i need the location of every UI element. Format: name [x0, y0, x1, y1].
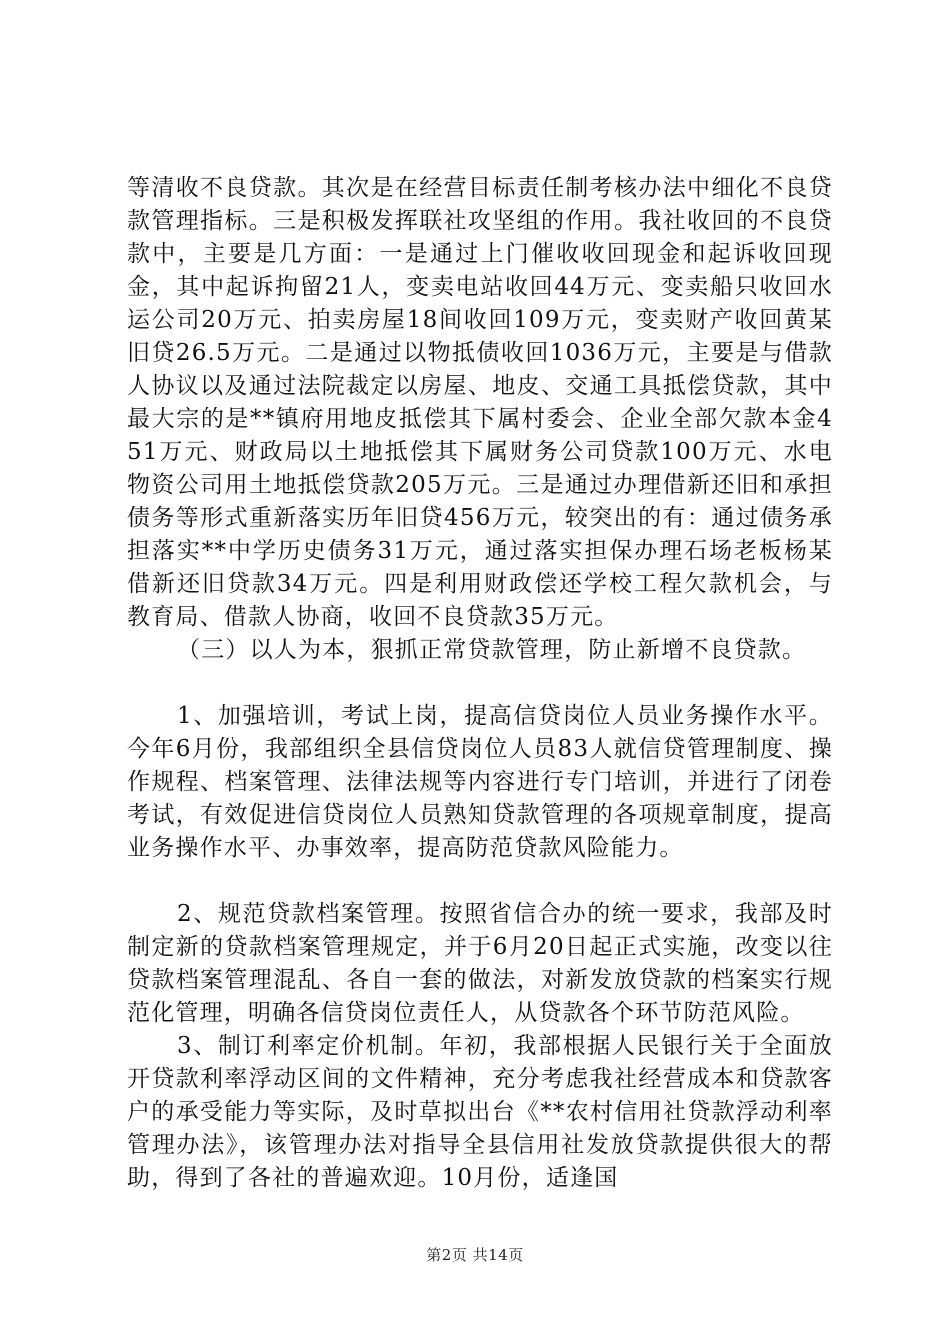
paragraph-continued: 等清收不良贷款。其次是在经营目标责任制考核办法中细化不良贷款管理指标。三是积极发挥联社攻坚组的作用。我社收回的不良贷款中，主要是几方面：一是通过上门催收收回现金和起诉收回现金，其中起诉拘留21人，变卖电站收回44万元、变卖船只收回水运公司20万元、拍卖房屋18间收回109万元，变卖财产收回黄某旧贷26.5万元。二是通过以物抵债收回1036万元，主要是与借款人协议以及通过法院裁定以房屋、地皮、交通工具抵偿贷款，其中最大宗的是**镇府用地皮抵偿其下属村委会、企业全部欠款本金451万元、财政局以土地抵偿其下属财务公司贷款100万元、水电物资公司用土地抵偿贷款205万元。三是通过办理借新还旧和承担债务等形式重新落实历年旧贷456万元，较突出的有：通过债务承担落实**中学历史债务31万元，通过落实担保办理石场老板杨某借新还旧贷款34万元。四是利用财政偿还学校工程欠款机会，与教育局、借款人协商，收回不良贷款35万元。: [127, 175, 833, 630]
paragraph-training: 1、加强培训，考试上岗，提高信贷岗位人员业务操作水平。今年6月份，我部组织全县信贷岗位人员83人就信贷管理制度、操作规程、档案管理、法律法规等内容进行专门培训，并进行了闭卷考试，有效促进信贷岗位人员熟知贷款管理的各项规章制度，提高业务操作水平、办事效率，提高防范贷款风险能力。: [127, 703, 833, 861]
paragraph-interest-rate: 3、制订利率定价机制。年初，我部根据人民银行关于全面放开贷款利率浮动区间的文件精神，充分考虑我社经营成本和贷款客户的承受能力等实际，及时草拟出台《**农村信用社贷款浮动利率管理办法》，该管理办法对指导全县信用社发放贷款提供很大的帮助，得到了各社的普遍欢迎。10月份，适逢国: [127, 1033, 833, 1191]
paragraph-archives: 2、规范贷款档案管理。按照省信合办的统一要求，我部及时制定新的贷款档案管理规定，并于6月20日起正式实施，改变以往贷款档案管理混乱、各自一套的做法，对新发放贷款的档案实行规范化管理，明确各信贷岗位责任人，从贷款各个环节防范风险。: [127, 901, 833, 1026]
section-heading: （三）以人为本，狠抓正常贷款管理，防止新增不良贷款。: [177, 637, 807, 663]
page-number-footer: 第2页 共14页: [426, 1246, 524, 1264]
document-body: [127, 172, 833, 1195]
